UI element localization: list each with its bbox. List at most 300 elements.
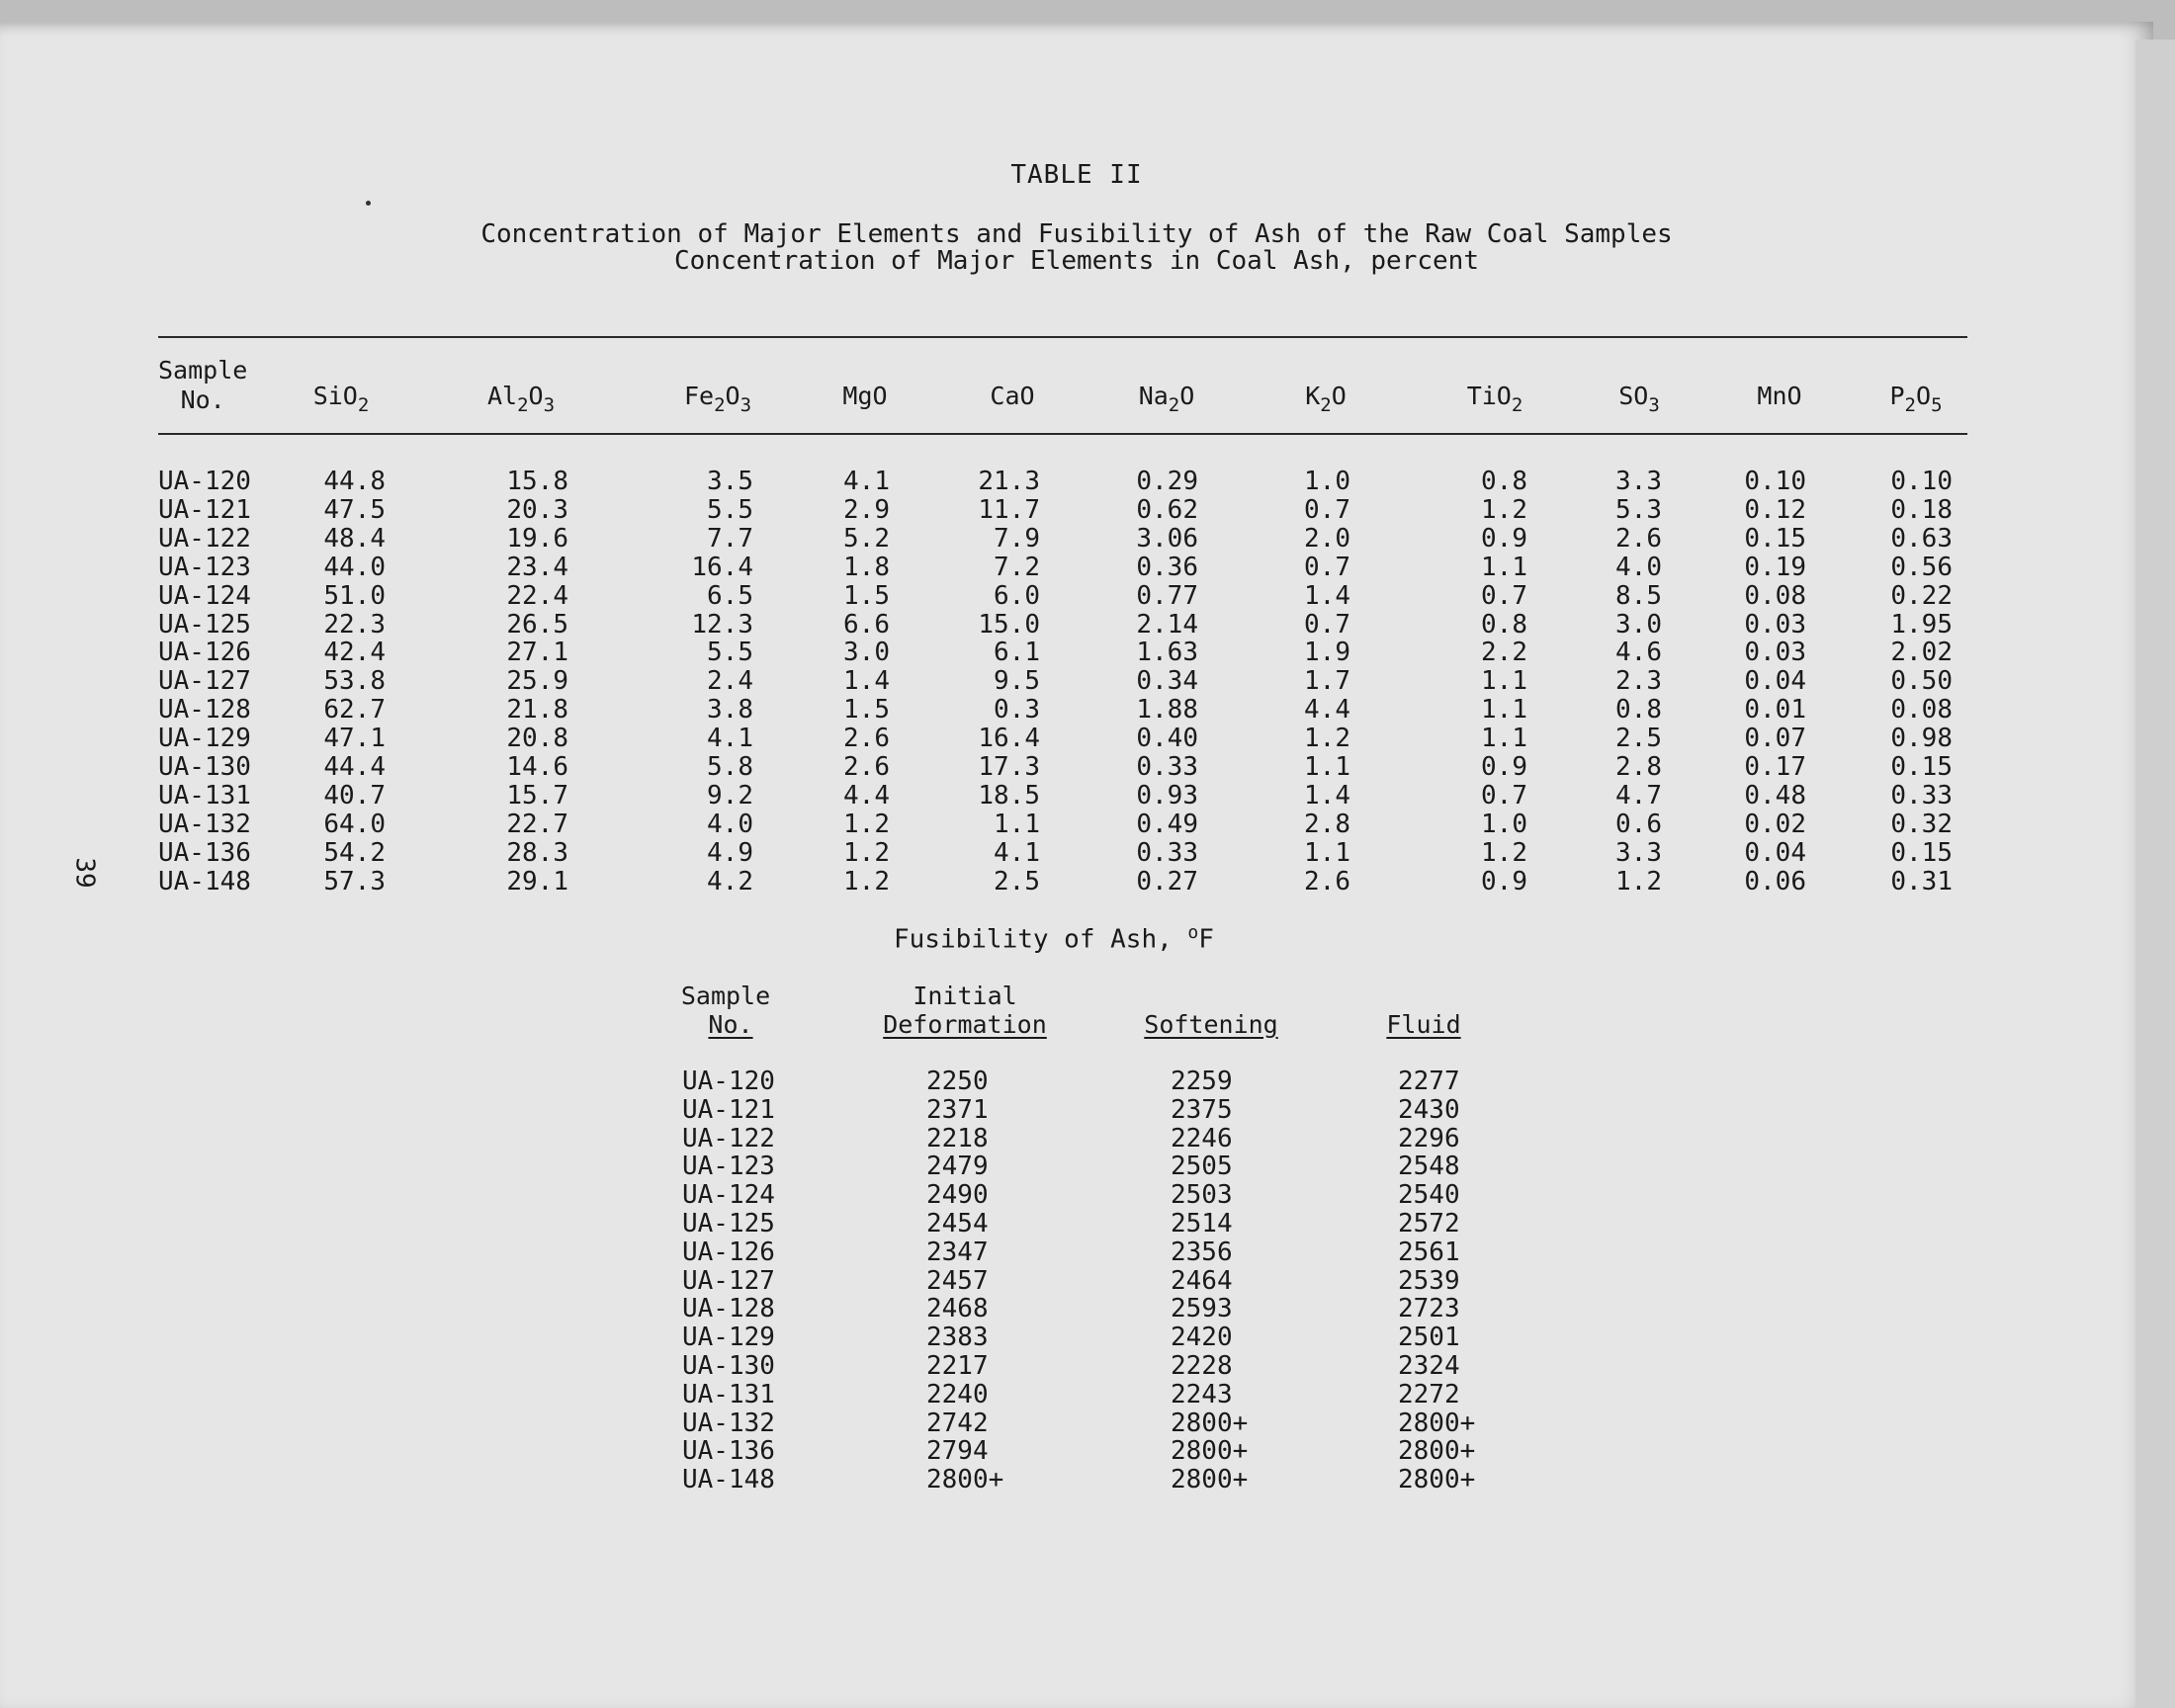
table-cell: 6.5 (707, 580, 753, 611)
table-cell: 7.7 (707, 523, 753, 554)
table-cell: 2.3 (1615, 666, 1662, 697)
table-cell: 5.8 (707, 752, 753, 782)
table-cell: 0.31 (1890, 866, 1953, 897)
temperature-cell: 2479 (926, 1152, 989, 1182)
table-cell: 2.6 (843, 724, 890, 754)
header-line (1315, 982, 1532, 1010)
temperature-cell: 2383 (926, 1323, 989, 1353)
header-text: SO (1618, 382, 1649, 410)
temperature-cell: 2464 (1171, 1265, 1233, 1296)
sample-id-cell: UA-131 (158, 780, 251, 811)
table-cell: 1.4 (1304, 580, 1350, 611)
table-cell: 0.9 (1481, 866, 1527, 897)
table-cell: 0.33 (1136, 752, 1198, 782)
column-header (1857, 382, 1975, 416)
table-cell: 0.27 (1136, 866, 1198, 897)
table-cell: 4.0 (707, 809, 753, 839)
table-cell: 1.2 (1481, 837, 1527, 868)
table-cell: 0.17 (1744, 752, 1806, 782)
table-cell: 0.10 (1890, 467, 1953, 496)
table-cell: 15.8 (506, 467, 568, 496)
sample-id-cell: UA-123 (682, 1152, 775, 1182)
sample-id-cell: UA-126 (158, 638, 251, 668)
table-cell: 0.04 (1744, 837, 1806, 868)
table-cell: 0.6 (1615, 809, 1662, 839)
table-cell: 4.0 (1615, 552, 1662, 582)
table-cell: 4.7 (1615, 780, 1662, 811)
table-cell: 6.6 (843, 609, 890, 640)
temperature-cell: 2800+ (1398, 1436, 1476, 1467)
table-cell: 12.3 (691, 609, 753, 640)
temperature-cell: 2347 (926, 1237, 989, 1267)
temperature-cell: 2794 (926, 1436, 989, 1467)
temperature-cell: 2356 (1171, 1237, 1233, 1267)
degree-symbol: o (1187, 922, 1199, 943)
table-cell: 4.6 (1615, 638, 1662, 668)
fusibility-title (894, 922, 1214, 955)
table-cell: 4.4 (843, 780, 890, 811)
temperature-cell: 2800+ (1171, 1436, 1249, 1467)
table-cell: 0.32 (1890, 809, 1953, 839)
table-cell: 5.2 (843, 523, 890, 554)
sample-id-cell: UA-121 (682, 1094, 775, 1125)
table-cell: 2.8 (1615, 752, 1662, 782)
header-subscript: 2 (357, 394, 370, 416)
header-line-underlined: No. (708, 1010, 753, 1039)
fusibility-title-unit: F (1198, 924, 1214, 955)
temperature-cell: 2505 (1171, 1152, 1233, 1182)
header-text: Al (486, 382, 518, 410)
table-cell: 2.5 (1615, 724, 1662, 754)
header-text: MgO (842, 382, 888, 410)
temperature-cell: 2800+ (1398, 1408, 1476, 1438)
table-cell: 1.2 (1304, 724, 1350, 754)
sample-id-cell: UA-120 (682, 1067, 775, 1096)
temperature-cell: 2800+ (926, 1465, 1004, 1495)
table-cell: 1.1 (1304, 837, 1350, 868)
table-cell: 1.9 (1304, 638, 1350, 668)
sample-id-cell: UA-127 (158, 666, 251, 697)
table-cell: 62.7 (323, 695, 386, 726)
table-cell: 1.1 (1481, 695, 1527, 726)
table-cell: 20.3 (506, 494, 568, 525)
sample-id-cell: UA-124 (682, 1180, 775, 1211)
header-text: SiO (312, 382, 358, 410)
table-cell: 6.1 (994, 638, 1040, 668)
header-line-underlined: Softening (1144, 1010, 1278, 1039)
table-cell: 9.5 (994, 666, 1040, 697)
table-cell: 4.9 (707, 837, 753, 868)
sample-id-cell: UA-127 (682, 1265, 775, 1296)
sample-id-cell: UA-126 (682, 1237, 775, 1267)
table-cell: 0.7 (1481, 580, 1527, 611)
table-cell: 44.8 (323, 467, 386, 496)
temperature-cell: 2430 (1398, 1094, 1460, 1125)
sample-id-cell: UA-121 (158, 494, 251, 525)
table-cell: 2.4 (707, 666, 753, 697)
table-cell: 3.8 (707, 695, 753, 726)
temperature-cell: 2277 (1398, 1067, 1460, 1096)
table-cell: 21.3 (978, 467, 1040, 496)
table-cell: 0.7 (1481, 780, 1527, 811)
table-cell: 0.03 (1744, 638, 1806, 668)
table-cell: 2.0 (1304, 523, 1350, 554)
sample-id-cell: UA-148 (158, 866, 251, 897)
temperature-cell: 2572 (1398, 1209, 1460, 1238)
temperature-cell: 2243 (1171, 1379, 1233, 1409)
temperature-cell: 2217 (926, 1351, 989, 1381)
table-cell: 0.01 (1744, 695, 1806, 726)
fusibility-column-header (1102, 982, 1320, 1039)
header-text: K (1305, 382, 1321, 410)
column-header (1720, 382, 1839, 411)
table-cell: 16.4 (978, 724, 1040, 754)
sample-id-cell: UA-130 (158, 752, 251, 782)
table-cell: 25.9 (506, 666, 568, 697)
temperature-cell: 2593 (1171, 1294, 1233, 1324)
temperature-cell: 2514 (1171, 1209, 1233, 1238)
table-cell: 1.2 (843, 809, 890, 839)
table-cell: 0.9 (1481, 523, 1527, 554)
header-text: MnO (1757, 382, 1802, 410)
header-subscript: 5 (1931, 394, 1943, 416)
table-cell: 26.5 (506, 609, 568, 640)
sample-id-cell: UA-124 (158, 580, 251, 611)
header-subscript: 3 (1648, 394, 1660, 416)
table-cell: 5.5 (707, 638, 753, 668)
table-cell: 0.07 (1744, 724, 1806, 754)
table-cell: 0.62 (1136, 494, 1198, 525)
header-text: TiO (1466, 382, 1512, 410)
table-cell: 22.3 (323, 609, 386, 640)
temperature-cell: 2240 (926, 1379, 989, 1409)
table-cell: 21.8 (506, 695, 568, 726)
page-number: 39 (69, 857, 100, 889)
sample-id-cell: UA-131 (682, 1379, 775, 1409)
table-cell: 1.2 (843, 866, 890, 897)
column-header (282, 382, 400, 416)
table-cell: 0.06 (1744, 866, 1806, 897)
table-cell: 1.4 (1304, 780, 1350, 811)
table-cell: 0.9 (1481, 752, 1527, 782)
table-cell: 0.03 (1744, 609, 1806, 640)
header-subscript: 2 (1320, 394, 1332, 416)
table-cell: 2.8 (1304, 809, 1350, 839)
table-cell: 29.1 (506, 866, 568, 897)
sample-id-cell: UA-136 (158, 837, 251, 868)
table-cell: 0.18 (1890, 494, 1953, 525)
table-cell: 3.5 (707, 467, 753, 496)
temperature-cell: 2218 (926, 1123, 989, 1153)
table-cell: 0.36 (1136, 552, 1198, 582)
temperature-cell: 2742 (926, 1408, 989, 1438)
table-cell: 0.33 (1136, 837, 1198, 868)
table-cell: 0.12 (1744, 494, 1806, 525)
table-cell: 1.1 (1481, 666, 1527, 697)
fusibility-title-text: Fusibility of Ash, (894, 924, 1188, 955)
table-cell: 0.15 (1744, 523, 1806, 554)
table-cell: 40.7 (323, 780, 386, 811)
table-cell: 1.2 (1615, 866, 1662, 897)
table-cell: 53.8 (323, 666, 386, 697)
table-cell: 2.9 (843, 494, 890, 525)
temperature-cell: 2454 (926, 1209, 989, 1238)
header-line-underlined: Deformation (883, 1010, 1047, 1039)
temperature-cell: 2324 (1398, 1351, 1460, 1381)
column-header (1266, 382, 1385, 416)
table-cell: 3.0 (1615, 609, 1662, 640)
table-cell: 0.08 (1890, 695, 1953, 726)
table-cell: 4.1 (707, 724, 753, 754)
header-text: O (1331, 382, 1347, 410)
sample-id-cell: UA-129 (158, 724, 251, 754)
table-cell: 4.4 (1304, 695, 1350, 726)
table-cell: 2.5 (994, 866, 1040, 897)
sample-id-cell: UA-123 (158, 552, 251, 582)
header-text: No. (180, 385, 225, 414)
header-subscript: 2 (1904, 394, 1916, 416)
table-cell: 1.0 (1481, 809, 1527, 839)
header-text: Sample (158, 356, 248, 384)
table-cell: 22.4 (506, 580, 568, 611)
table-cell: 0.08 (1744, 580, 1806, 611)
table-cell: 51.0 (323, 580, 386, 611)
table-cell: 15.0 (978, 609, 1040, 640)
table-cell: 15.7 (506, 780, 568, 811)
sample-id-cell: UA-128 (682, 1294, 775, 1324)
table-cell: 0.48 (1744, 780, 1806, 811)
column-header (806, 382, 924, 411)
sample-id-cell: UA-122 (158, 523, 251, 554)
header-subscript: 2 (714, 394, 726, 416)
table-cell: 1.5 (843, 580, 890, 611)
table-cell: 2.6 (843, 752, 890, 782)
temperature-cell: 2468 (926, 1294, 989, 1324)
table-cell: 17.3 (978, 752, 1040, 782)
temperature-cell: 2501 (1398, 1323, 1460, 1353)
table-cell: 1.0 (1304, 467, 1350, 496)
table-cell: 0.33 (1890, 780, 1953, 811)
sample-id-cell: UA-120 (158, 467, 251, 496)
header-subscript: 3 (740, 394, 752, 416)
temperature-cell: 2272 (1398, 1379, 1460, 1409)
table-cell: 47.1 (323, 724, 386, 754)
table-cell: 11.7 (978, 494, 1040, 525)
table-cell: 0.63 (1890, 523, 1953, 554)
header-text: Na (1138, 382, 1169, 410)
table-cell: 3.3 (1615, 467, 1662, 496)
column-header (658, 382, 777, 416)
header-subscript: 2 (1168, 394, 1180, 416)
temperature-cell: 2800+ (1171, 1465, 1249, 1495)
table-cell: 2.02 (1890, 638, 1953, 668)
table-cell: 0.10 (1744, 467, 1806, 496)
header-line-underlined: Fluid (1386, 1010, 1461, 1039)
table-cell: 0.7 (1304, 609, 1350, 640)
table-cell: 7.9 (994, 523, 1040, 554)
temperature-cell: 2503 (1171, 1180, 1233, 1211)
table-section-caption: Concentration of Major Elements in Coal Ash, percent (674, 246, 1479, 276)
table-cell: 3.3 (1615, 837, 1662, 868)
temperature-cell: 2800+ (1171, 1408, 1249, 1438)
table-cell: 0.34 (1136, 666, 1198, 697)
sample-id-cell: UA-130 (682, 1351, 775, 1381)
table-cell: 0.93 (1136, 780, 1198, 811)
table-cell: 9.2 (707, 780, 753, 811)
table-cell: 22.7 (506, 809, 568, 839)
table-cell: 8.5 (1615, 580, 1662, 611)
table-cell: 0.02 (1744, 809, 1806, 839)
table-cell: 47.5 (323, 494, 386, 525)
table-cell: 16.4 (691, 552, 753, 582)
temperature-cell: 2375 (1171, 1094, 1233, 1125)
temperature-cell: 2259 (1171, 1067, 1233, 1096)
table-cell: 0.22 (1890, 580, 1953, 611)
table-cell: 1.4 (843, 666, 890, 697)
table-cell: 28.3 (506, 837, 568, 868)
table-cell: 0.7 (1304, 552, 1350, 582)
table-cell: 64.0 (323, 809, 386, 839)
table-cell: 20.8 (506, 724, 568, 754)
table-cell: 0.8 (1481, 609, 1527, 640)
header-text: CaO (990, 382, 1035, 410)
column-header (158, 356, 247, 415)
sample-id-cell: UA-148 (682, 1465, 775, 1495)
sample-id-cell: UA-125 (158, 609, 251, 640)
header-text: O (528, 382, 544, 410)
column-header (462, 382, 580, 416)
table-cell: 42.4 (323, 638, 386, 668)
header-line: Sample (680, 982, 771, 1010)
table-cell: 2.14 (1136, 609, 1198, 640)
table-cell: 57.3 (323, 866, 386, 897)
table-cell: 0.15 (1890, 837, 1953, 868)
header-subscript: 2 (517, 394, 529, 416)
table-cell: 14.6 (506, 752, 568, 782)
temperature-cell: 2250 (926, 1067, 989, 1096)
table-cell: 1.95 (1890, 609, 1953, 640)
table-title: TABLE II (1010, 160, 1143, 190)
table-cell: 0.50 (1890, 666, 1953, 697)
header-text: P (1889, 382, 1905, 410)
table-cell: 0.3 (994, 695, 1040, 726)
temperature-cell: 2723 (1398, 1294, 1460, 1324)
table-cell: 1.2 (1481, 494, 1527, 525)
table-cell: 1.7 (1304, 666, 1350, 697)
table-cell: 0.19 (1744, 552, 1806, 582)
table-cell: 1.1 (1481, 724, 1527, 754)
fusibility-column-header (622, 982, 839, 1039)
temperature-cell: 2420 (1171, 1323, 1233, 1353)
table-cell: 3.0 (843, 638, 890, 668)
table-cell: 0.29 (1136, 467, 1198, 496)
temperature-cell: 2371 (926, 1094, 989, 1125)
header-rule-bottom (158, 433, 1967, 435)
header-text: Fe (683, 382, 715, 410)
table-cell: 4.1 (843, 467, 890, 496)
column-header (1436, 382, 1554, 416)
table-cell: 0.15 (1890, 752, 1953, 782)
table-cell: 23.4 (506, 552, 568, 582)
table-cell: 0.8 (1481, 467, 1527, 496)
table-cell: 19.6 (506, 523, 568, 554)
table-cell: 44.0 (323, 552, 386, 582)
temperature-cell: 2800+ (1398, 1465, 1476, 1495)
temperature-cell: 2228 (1171, 1351, 1233, 1381)
temperature-cell: 2539 (1398, 1265, 1460, 1296)
table-cell: 1.1 (1481, 552, 1527, 582)
table-cell: 18.5 (978, 780, 1040, 811)
table-cell: 1.1 (994, 809, 1040, 839)
table-cell: 2.6 (1615, 523, 1662, 554)
table-cell: 1.2 (843, 837, 890, 868)
table-cell: 54.2 (323, 837, 386, 868)
table-cell: 5.3 (1615, 494, 1662, 525)
speck (366, 201, 371, 206)
table-cell: 1.63 (1136, 638, 1198, 668)
table-cell: 7.2 (994, 552, 1040, 582)
table-cell: 0.98 (1890, 724, 1953, 754)
table-cell: 0.04 (1744, 666, 1806, 697)
table-cell: 2.2 (1481, 638, 1527, 668)
table-cell: 1.8 (843, 552, 890, 582)
table-cell: 6.0 (994, 580, 1040, 611)
table-cell: 1.5 (843, 695, 890, 726)
fusibility-column-header (1315, 982, 1532, 1039)
header-line: Initial (913, 982, 1017, 1010)
table-cell: 2.6 (1304, 866, 1350, 897)
table-cell: 3.06 (1136, 523, 1198, 554)
column-header (953, 382, 1072, 411)
temperature-cell: 2561 (1398, 1237, 1460, 1267)
sample-id-cell: UA-122 (682, 1123, 775, 1153)
temperature-cell: 2246 (1171, 1123, 1233, 1153)
table-cell: 1.1 (1304, 752, 1350, 782)
page-edge (2135, 40, 2175, 1708)
table-cell: 4.1 (994, 837, 1040, 868)
table-cell: 0.40 (1136, 724, 1198, 754)
header-rule-top (158, 336, 1967, 338)
column-header (1107, 382, 1226, 416)
table-cell: 0.7 (1304, 494, 1350, 525)
header-text: O (1916, 382, 1932, 410)
temperature-cell: 2548 (1398, 1152, 1460, 1182)
table-cell: 0.8 (1615, 695, 1662, 726)
table-cell: 5.5 (707, 494, 753, 525)
sample-id-cell: UA-125 (682, 1209, 775, 1238)
header-subscript: 2 (1511, 394, 1523, 416)
sample-id-cell: UA-129 (682, 1323, 775, 1353)
temperature-cell: 2490 (926, 1180, 989, 1211)
table-cell: 4.2 (707, 866, 753, 897)
temperature-cell: 2457 (926, 1265, 989, 1296)
table-subtitle: Concentration of Major Elements and Fusibility of Ash of the Raw Coal Samples (480, 219, 1673, 249)
table-cell: 1.88 (1136, 695, 1198, 726)
sample-id-cell: UA-132 (158, 809, 251, 839)
header-line (1102, 982, 1320, 1010)
table-cell: 0.49 (1136, 809, 1198, 839)
sample-id-cell: UA-128 (158, 695, 251, 726)
sample-id-cell: UA-136 (682, 1436, 775, 1467)
fusibility-column-header (856, 982, 1074, 1039)
header-text: O (725, 382, 740, 410)
table-cell: 0.77 (1136, 580, 1198, 611)
column-header (1580, 382, 1698, 416)
sample-id-cell: UA-132 (682, 1408, 775, 1438)
table-cell: 48.4 (323, 523, 386, 554)
table-cell: 0.56 (1890, 552, 1953, 582)
temperature-cell: 2296 (1398, 1123, 1460, 1153)
